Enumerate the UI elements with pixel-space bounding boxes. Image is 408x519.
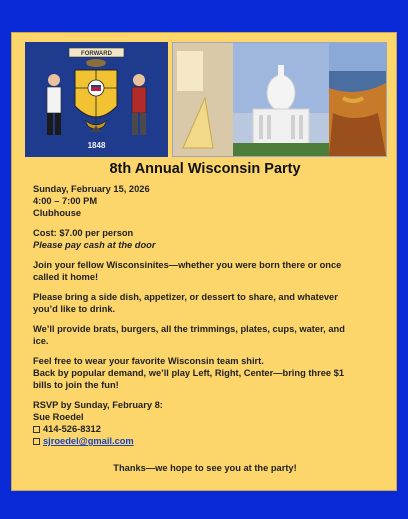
- join-line-1: Join your fellow Wisconsinites—whether you were born there or once: [33, 260, 342, 270]
- bring-line-1: Please bring a side dish, appetizer, or dessert to share, and whatever: [33, 292, 338, 302]
- provide-line-1: We’ll provide brats, burgers, all the trimmings, plates, cups, water, and: [33, 324, 345, 334]
- contact-phone: 414-526-8312: [43, 424, 101, 434]
- capitol-dome: [267, 75, 295, 111]
- join-line-2: called it home!: [33, 272, 99, 282]
- rsvp-deadline: RSVP by Sunday, February 8:: [33, 400, 163, 410]
- contact-name: Sue Roedel: [33, 412, 84, 422]
- join-paragraph: [33, 259, 385, 283]
- wisconsin-photo-collage: [172, 42, 387, 157]
- phone-icon: [33, 426, 40, 433]
- flag-emblem-graphic: [25, 42, 168, 157]
- thanks-message: Thanks—we hope to see you at the party!: [113, 463, 297, 473]
- email-icon: [33, 438, 40, 445]
- bring-line-2: you’d like to drink.: [33, 304, 116, 314]
- contact-email-row: [33, 435, 385, 447]
- game-line-1: Back by popular demand, we’ll play Left, Right, Center—bring three $1: [33, 368, 344, 378]
- flyer-body: [33, 183, 385, 455]
- cost-note: Please pay cash at the door: [33, 240, 156, 250]
- flag-year: 1848: [87, 141, 106, 150]
- flag-motto: FORWARD: [81, 51, 112, 57]
- game-line-2: bills to join the fun!: [33, 380, 119, 390]
- event-details: [33, 183, 385, 219]
- event-time: 4:00 – 7:00 PM: [33, 196, 98, 206]
- activities-paragraph: [33, 355, 385, 391]
- flyer-title: 8th Annual Wisconsin Party: [109, 161, 301, 177]
- event-date: Sunday, February 15, 2026: [33, 184, 150, 194]
- collage-graphic: [173, 43, 386, 156]
- party-flyer: [11, 32, 397, 491]
- contact-email-link[interactable]: sjroedel@gmail.com: [43, 436, 134, 446]
- bring-paragraph: [33, 291, 385, 315]
- wisconsin-flag-image: [25, 42, 168, 157]
- rsvp-section: [33, 399, 385, 447]
- event-location: Clubhouse: [33, 208, 82, 218]
- contact-phone-row: [33, 423, 385, 435]
- provide-paragraph: [33, 323, 385, 347]
- provide-line-2: ice.: [33, 336, 49, 346]
- cost-section: [33, 227, 385, 251]
- event-cost: Cost: $7.00 per person: [33, 228, 134, 238]
- shirt-line: Feel free to wear your favorite Wisconsin team shirt.: [33, 356, 264, 366]
